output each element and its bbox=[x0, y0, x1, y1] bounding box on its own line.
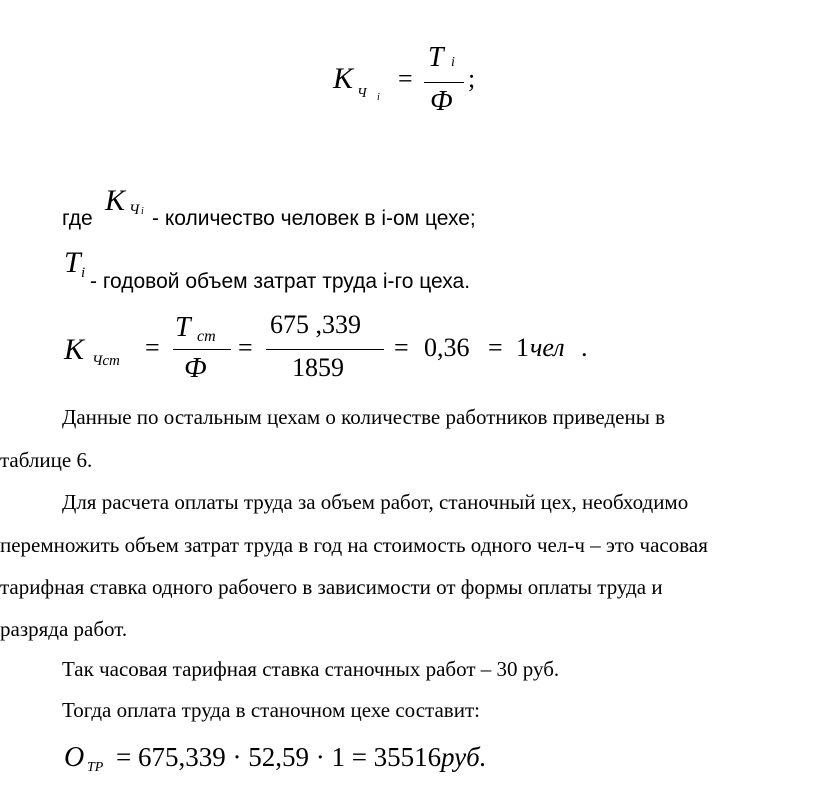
formula2-terminator: . bbox=[581, 333, 588, 362]
paragraph2-line-3: тарифная ставка одного рабочего в зависимости от формы оплаты труда и bbox=[0, 575, 663, 599]
definition1-symbol: K bbox=[105, 184, 126, 217]
formula1-terminator: ; bbox=[468, 64, 476, 93]
formula1-numerator-symbol: T bbox=[428, 42, 444, 73]
formula1-lhs-subsubscript: i bbox=[377, 92, 380, 103]
formula1-equals: = bbox=[398, 64, 413, 93]
definition2-symbol: T bbox=[64, 246, 81, 279]
formula2-fraction-bar-1 bbox=[173, 349, 231, 350]
formula1-denominator: Ф bbox=[430, 86, 453, 117]
formula1-numerator-subscript: i bbox=[451, 55, 455, 70]
formula3-lhs-subscript: ТР bbox=[87, 760, 104, 775]
definition2-text: - годовой объем затрат труда i-го цеха. bbox=[90, 270, 471, 293]
formula2-lhs-subscript: Чст bbox=[92, 353, 120, 369]
formula2-denominator-value: 1859 bbox=[292, 353, 344, 382]
paragraph2-line-4: разряда работ. bbox=[0, 617, 128, 641]
formula1-lhs-symbol: K bbox=[333, 62, 354, 95]
paragraph2-line-1: Для расчета оплаты труда за объем работ, станочный цех, необходимо bbox=[62, 490, 689, 514]
paragraph1-line-1: Данные по остальным цехам о количестве работников приведены в bbox=[62, 405, 665, 429]
formula2-equals-1: = bbox=[145, 333, 160, 362]
formula3-expression: = 675,339 · 52,59 · 1 = 35516 bbox=[116, 742, 442, 772]
definition1-prefix: где bbox=[62, 207, 93, 230]
formula2-numerator-value: 675 ,339 bbox=[270, 310, 361, 339]
formula3-unit: руб. bbox=[441, 742, 487, 772]
formula1-fraction-bar bbox=[424, 82, 464, 83]
formula2-equals-2: = bbox=[238, 333, 253, 362]
paragraph2-line-2: перемножить объем затрат труда в год на стоимость одного чел-ч – это часовая bbox=[0, 533, 708, 557]
definition2-subscript: i bbox=[81, 265, 86, 281]
formula2-lhs-symbol: K bbox=[64, 333, 85, 366]
paragraph3-line-1: Так часовая тарифная ставка станочных работ – 30 руб. bbox=[62, 657, 560, 681]
formula3-lhs-symbol: O bbox=[64, 742, 85, 773]
formula2-fraction-bar-2 bbox=[266, 349, 384, 350]
formula2-denominator-symbol: Ф bbox=[184, 353, 207, 384]
formula2-equals-3: = bbox=[394, 333, 409, 362]
formula1-lhs-subscript: Ч bbox=[357, 86, 367, 101]
paragraph4-line-1: Тогда оплата труда в станочном цехе составит: bbox=[62, 698, 480, 722]
paragraph1-line-2: таблице 6. bbox=[0, 448, 93, 472]
formula2-numerator-subscript: ст bbox=[197, 328, 216, 345]
definition1-subsubscript: i bbox=[141, 206, 144, 217]
definition1-text: - количество человек в i-ом цехе; bbox=[152, 207, 476, 230]
formula2-result: 0,36 bbox=[424, 333, 470, 362]
definition1-subscript: Ч bbox=[129, 202, 140, 218]
formula2-equals-4: = bbox=[488, 333, 503, 362]
formula2-final-number: 1 bbox=[516, 333, 529, 362]
formula2-final-unit: чел bbox=[530, 333, 565, 362]
formula2-numerator-symbol: T bbox=[175, 312, 191, 343]
